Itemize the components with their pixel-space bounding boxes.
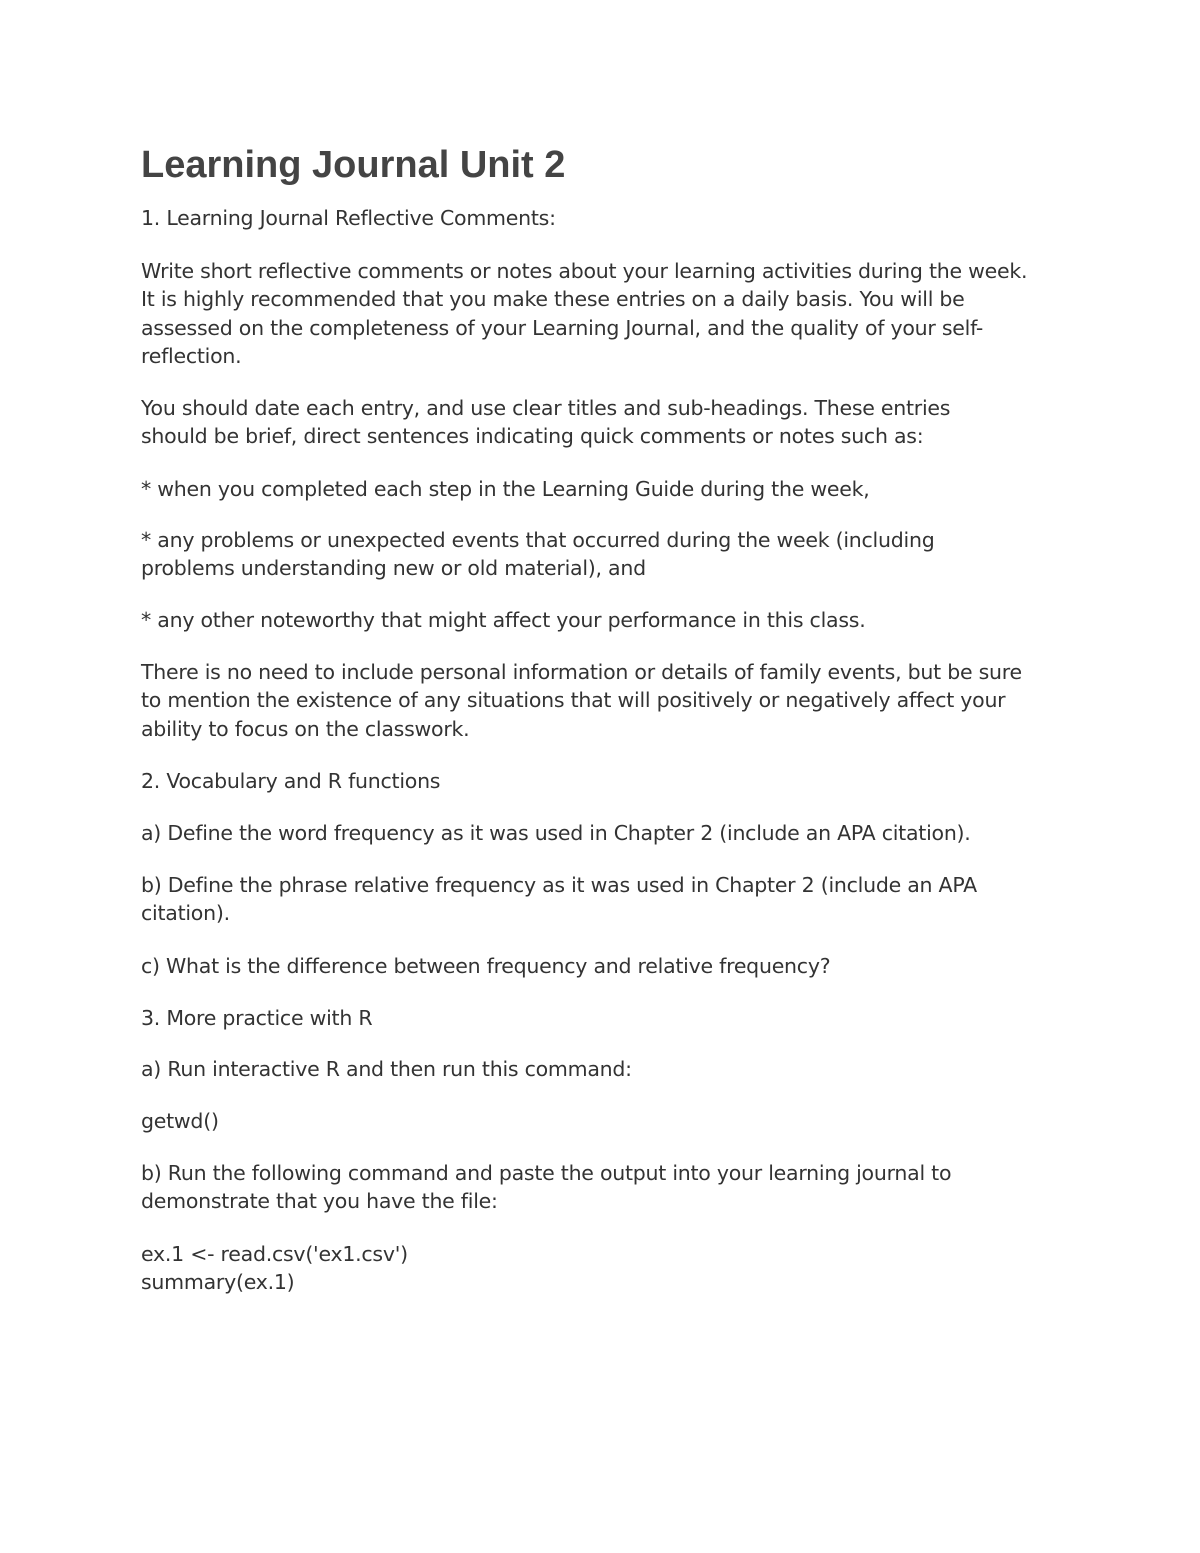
text-line: b) Define the phrase relative frequency as it was used in Chapter 2 (include an APA <box>141 873 977 897</box>
text-line: 3. More practice with R <box>141 1006 373 1030</box>
question-a-frequency <box>141 819 1061 847</box>
text-line: Write short reflective comments or notes about your learning activities during the week. <box>141 259 1028 283</box>
text-line: demonstrate that you have the file: <box>141 1189 498 1214</box>
document-title: Learning Journal Unit 2 <box>141 144 566 186</box>
text-line: a) Define the word frequency as it was used in Chapter 2 (include an APA citation). <box>141 821 971 845</box>
text-line: b) Run the following command and paste the output into your learning journal to <box>141 1161 952 1185</box>
question-b-relative-frequency <box>141 871 1061 928</box>
text-line: 1. Learning Journal Reflective Comments: <box>141 206 556 230</box>
question-c-difference <box>141 952 1061 980</box>
code-read-csv <box>141 1240 1061 1297</box>
paragraph-entry-format <box>141 394 1061 451</box>
text-line: * when you completed each step in the Learning Guide during the week, <box>141 477 870 501</box>
text-line: You should date each entry, and use clear titles and sub-headings. These entries <box>141 396 951 420</box>
text-line: * any other noteworthy that might affect your performance in this class. <box>141 608 866 632</box>
text-line: c) What is the difference between frequency and relative frequency? <box>141 954 831 978</box>
section-heading-reflective-comments <box>141 204 1061 232</box>
text-line: getwd() <box>141 1109 219 1133</box>
text-line: reflection. <box>141 344 242 369</box>
bullet-item-noteworthy <box>141 606 1061 634</box>
paragraph-personal-info <box>141 658 1061 743</box>
text-line: It is highly recommended that you make these entries on a daily basis. You will be <box>141 287 965 312</box>
bullet-item-completed-steps <box>141 475 1061 503</box>
text-line: to mention the existence of any situations that will positively or negatively affect your <box>141 688 1006 713</box>
text-line: assessed on the completeness of your Learning Journal, and the quality of your self- <box>141 315 984 340</box>
section-heading-vocabulary <box>141 767 1061 795</box>
text-line: 2. Vocabulary and R functions <box>141 769 441 793</box>
text-line: a) Run interactive R and then run this command: <box>141 1057 632 1081</box>
step-b-run-command <box>141 1159 1061 1216</box>
text-line: There is no need to include personal information or details of family events, but be sure <box>141 660 1022 684</box>
text-line: citation). <box>141 901 230 926</box>
text-line: ex.1 <- read.csv('ex1.csv') <box>141 1242 408 1266</box>
text-line: problems understanding new or old material), and <box>141 556 646 581</box>
step-a-run-r <box>141 1055 1061 1083</box>
text-line: ability to focus on the classwork. <box>141 716 470 741</box>
text-line: summary(ex.1) <box>141 1270 295 1295</box>
bullet-item-problems <box>141 526 1061 583</box>
code-getwd <box>141 1107 1061 1135</box>
section-heading-r-practice <box>141 1004 1061 1032</box>
paragraph-instructions <box>141 257 1061 371</box>
text-line: should be brief, direct sentences indicating quick comments or notes such as: <box>141 424 924 449</box>
text-line: * any problems or unexpected events that occurred during the week (including <box>141 528 935 552</box>
